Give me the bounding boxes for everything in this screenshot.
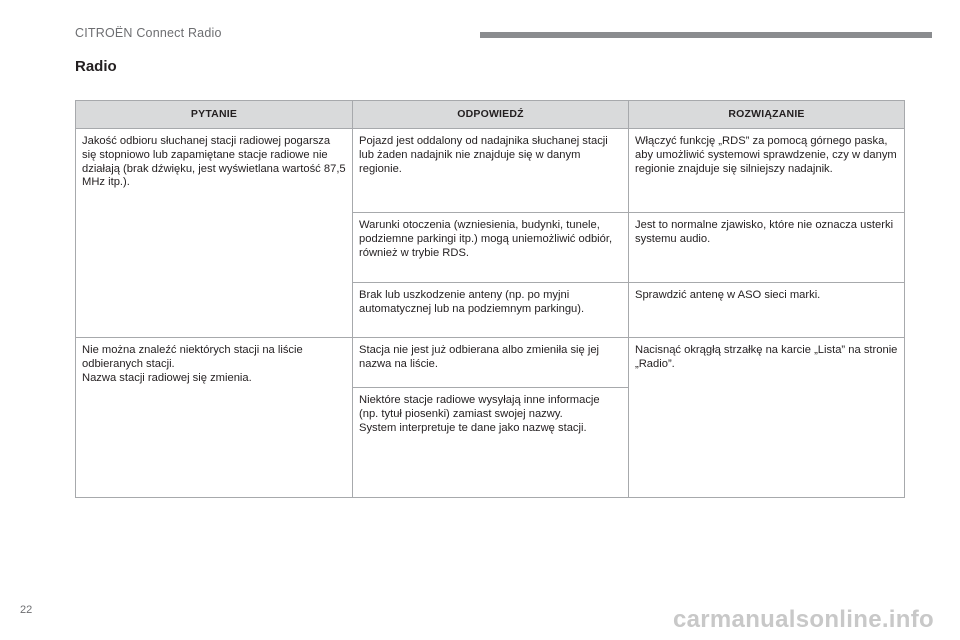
answer-cell: Brak lub uszkodzenie anteny (np. po myjni automatycznej lub na podziemnym parkingu).	[353, 283, 629, 338]
page-number: 22	[20, 604, 33, 616]
solution-cell: Sprawdzić antenę w ASO sieci marki.	[629, 283, 905, 338]
answer-cell: Stacja nie jest już odbierana albo zmieniła się jej nazwa na liście.	[353, 338, 629, 388]
solution-cell: Włączyć funkcję „RDS” za pomocą górnego paska, aby umożliwić systemowi sprawdzenie, czy w danym regionie znajduje się silniejszy nadajnik.	[629, 129, 905, 213]
question-cell: Nie można znaleźć niektórych stacji na liście odbieranych stacji. Nazwa stacji radiowej się zmienia.	[76, 338, 353, 498]
answer-cell: Niektóre stacje radiowe wysyłają inne informacje (np. tytuł piosenki) zamiast swojej nazwy. System interpretuje te dane jako nazwę stacji.	[353, 388, 629, 498]
column-header-solution: ROZWIĄZANIE	[629, 101, 905, 129]
question-cell: Jakość odbioru słuchanej stacji radiowej pogarsza się stopniowo lub zapamiętane stacje radiowe nie działają (brak dźwięku, jest wyświetlana wartość 87,5 MHz itp.).	[76, 129, 353, 338]
section-title: Radio	[75, 58, 117, 75]
column-header-question: PYTANIE	[76, 101, 353, 129]
watermark: carmanualsonline.info	[672, 606, 934, 633]
answer-cell: Warunki otoczenia (wzniesienia, budynki, tunele, podziemne parkingi itp.) mogą uniemożliwić odbiór, również w trybie RDS.	[353, 213, 629, 283]
table-row	[76, 338, 905, 388]
answer-cell: Pojazd jest oddalony od nadajnika słuchanej stacji lub żaden nadajnik nie znajduje się w danym regionie.	[353, 129, 629, 213]
column-header-answer: ODPOWIEDŹ	[353, 101, 629, 129]
solution-cell: Nacisnąć okrągłą strzałkę na karcie „Lista” na stronie „Radio”.	[629, 338, 905, 498]
solution-cell: Jest to normalne zjawisko, które nie oznacza usterki systemu audio.	[629, 213, 905, 283]
table-header-row	[76, 101, 905, 129]
faq-table	[75, 100, 905, 498]
table-row	[76, 129, 905, 213]
header-bar	[480, 32, 932, 38]
header-title: CITROËN Connect Radio	[75, 26, 222, 40]
